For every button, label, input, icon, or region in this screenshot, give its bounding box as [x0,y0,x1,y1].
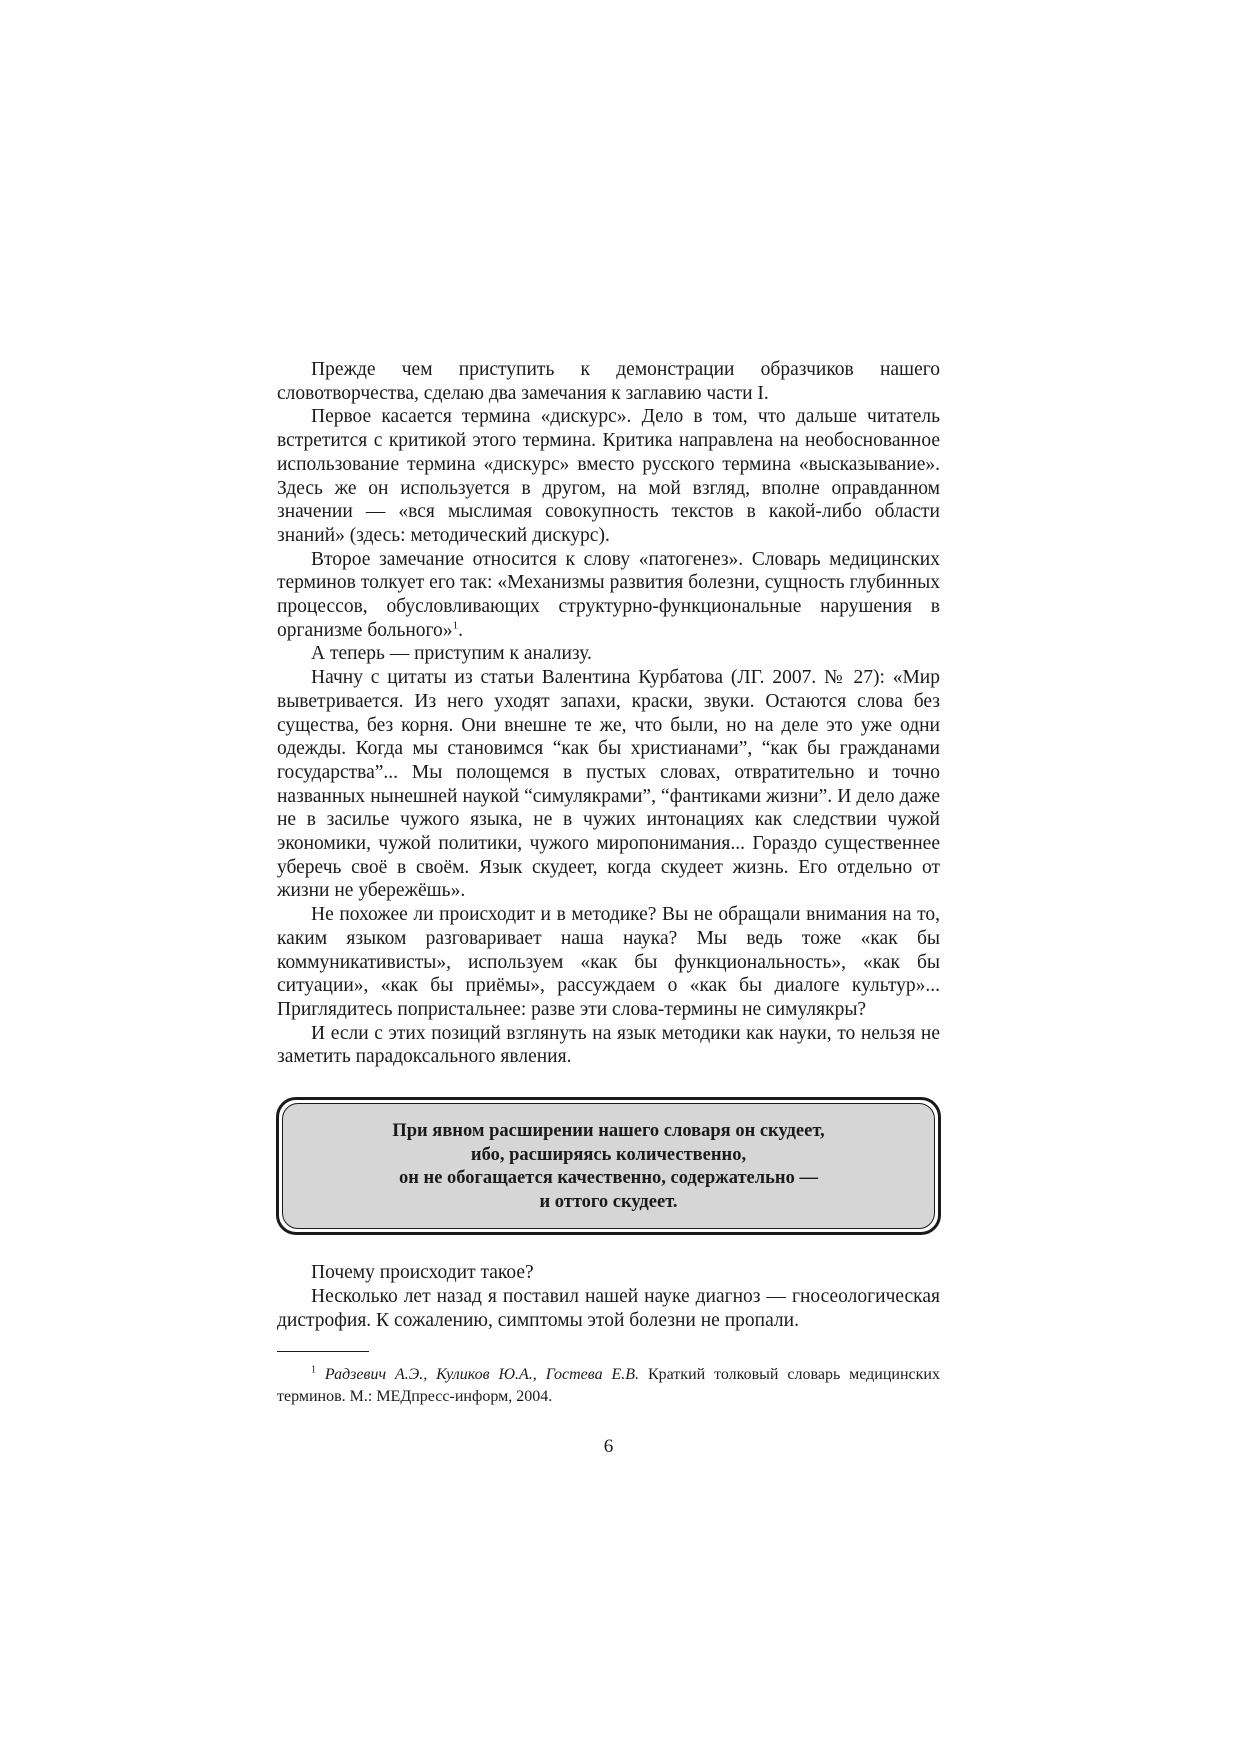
paragraph: Первое касается термина «дискурс». Дело в том, что дальше читатель встретится с критикой этого термина. Критика направлена на необоснованное использование термина «дискурс» вместо русского термина «высказывание». Здесь же он используется в другом, на мой взгляд, вполне оправданном значении — «вся мыслимая совокупность текстов в какой-либо области знаний» (здесь: методический дискурс). [277,406,940,546]
paragraph: А теперь — приступим к анализу. [311,643,592,665]
paragraph-quote: Начну с цитаты из статьи Валентина Курбатова (ЛГ. 2007. № 27): «Мир выветривается. Из него уходят запахи, краски, звуки. Остаются слова без существа, без корня. Они внешне те же, что были, но на деле это уже одни одежды. Когда мы становимся “как бы христианами”, “как бы гражданами государства”... Мы полощемся в пустых словах, отвратительно и точно названных нынешней наукой “симулякрами”, “фантиками жизни”. И дело даже не в засилье чужого языка, не в чужих интонациях как следствии чужой экономики, чужой политики, чужого миропонимания... Гораздо существеннее уберечь своё в своём. Язык скудеет, когда скудеет жизнь. Его отдельно от жизни не убережёшь». [277,667,940,902]
page-body [277,358,940,1458]
paragraph-end-punct: . [458,619,463,641]
paragraph-with-footnote [277,548,940,643]
footnote-text: Краткий толковый словарь медицинских терминов. М.: МЕДпресс-информ, 2004. [277,1366,940,1406]
callout-line: ибо, расширяясь количественно, [470,1144,747,1165]
paragraph: И если с этих позиций взглянуть на язык методики как науки, то нельзя не заметить парадоксального явления. [277,1022,940,1068]
footnote [277,1364,940,1408]
callout-line: При явном расширении нашего словаря он скудеет, [392,1121,825,1142]
footnote-reference[interactable]: 1 [452,619,459,632]
footnote-authors: Радзевич А.Э., Куликов Ю.А., Гостева Е.В. [324,1366,640,1384]
paragraph: Почему происходит такое? [311,1262,534,1284]
callout-line: и оттого скудеет. [539,1191,678,1212]
paragraph: Прежде чем приступить к демонстрации образчиков нашего словотворчества, сделаю два замечания к заглавию части I. [277,359,940,404]
callout-line: он не обогащается качественно, содержательно — [399,1168,818,1189]
paragraph-text: Второе замечание относится к слову «патогенез». Словарь медицинских терминов толкует его так: «Механизмы развития болезни, сущность глубинных процессов, обусловливающих структурно-функциональные нарушения в организме больного» [277,548,940,641]
callout-text [282,1103,935,1229]
page-number: 6 [603,1436,614,1458]
paragraph: Несколько лет назад я поставил нашей науке диагноз — гносеологическая дистрофия. К сожалению, симптомы этой болезни не пропали. [277,1285,940,1331]
paragraph: Не похожее ли происходит и в методике? Вы не обращали внимания на то, каким языком разговаривает наша наука? Мы ведь тоже «как бы коммуникативисты», используем «как бы функциональность», «как бы ситуации», «как бы приёмы», рассуждаем о «как бы диалоге культур»... Приглядитесь попристальнее: разве эти слова-термины не симулякры? [277,904,940,1020]
footnote-marker: 1 [311,1364,316,1376]
footnote-divider [277,1351,369,1352]
callout-box [276,1097,941,1235]
